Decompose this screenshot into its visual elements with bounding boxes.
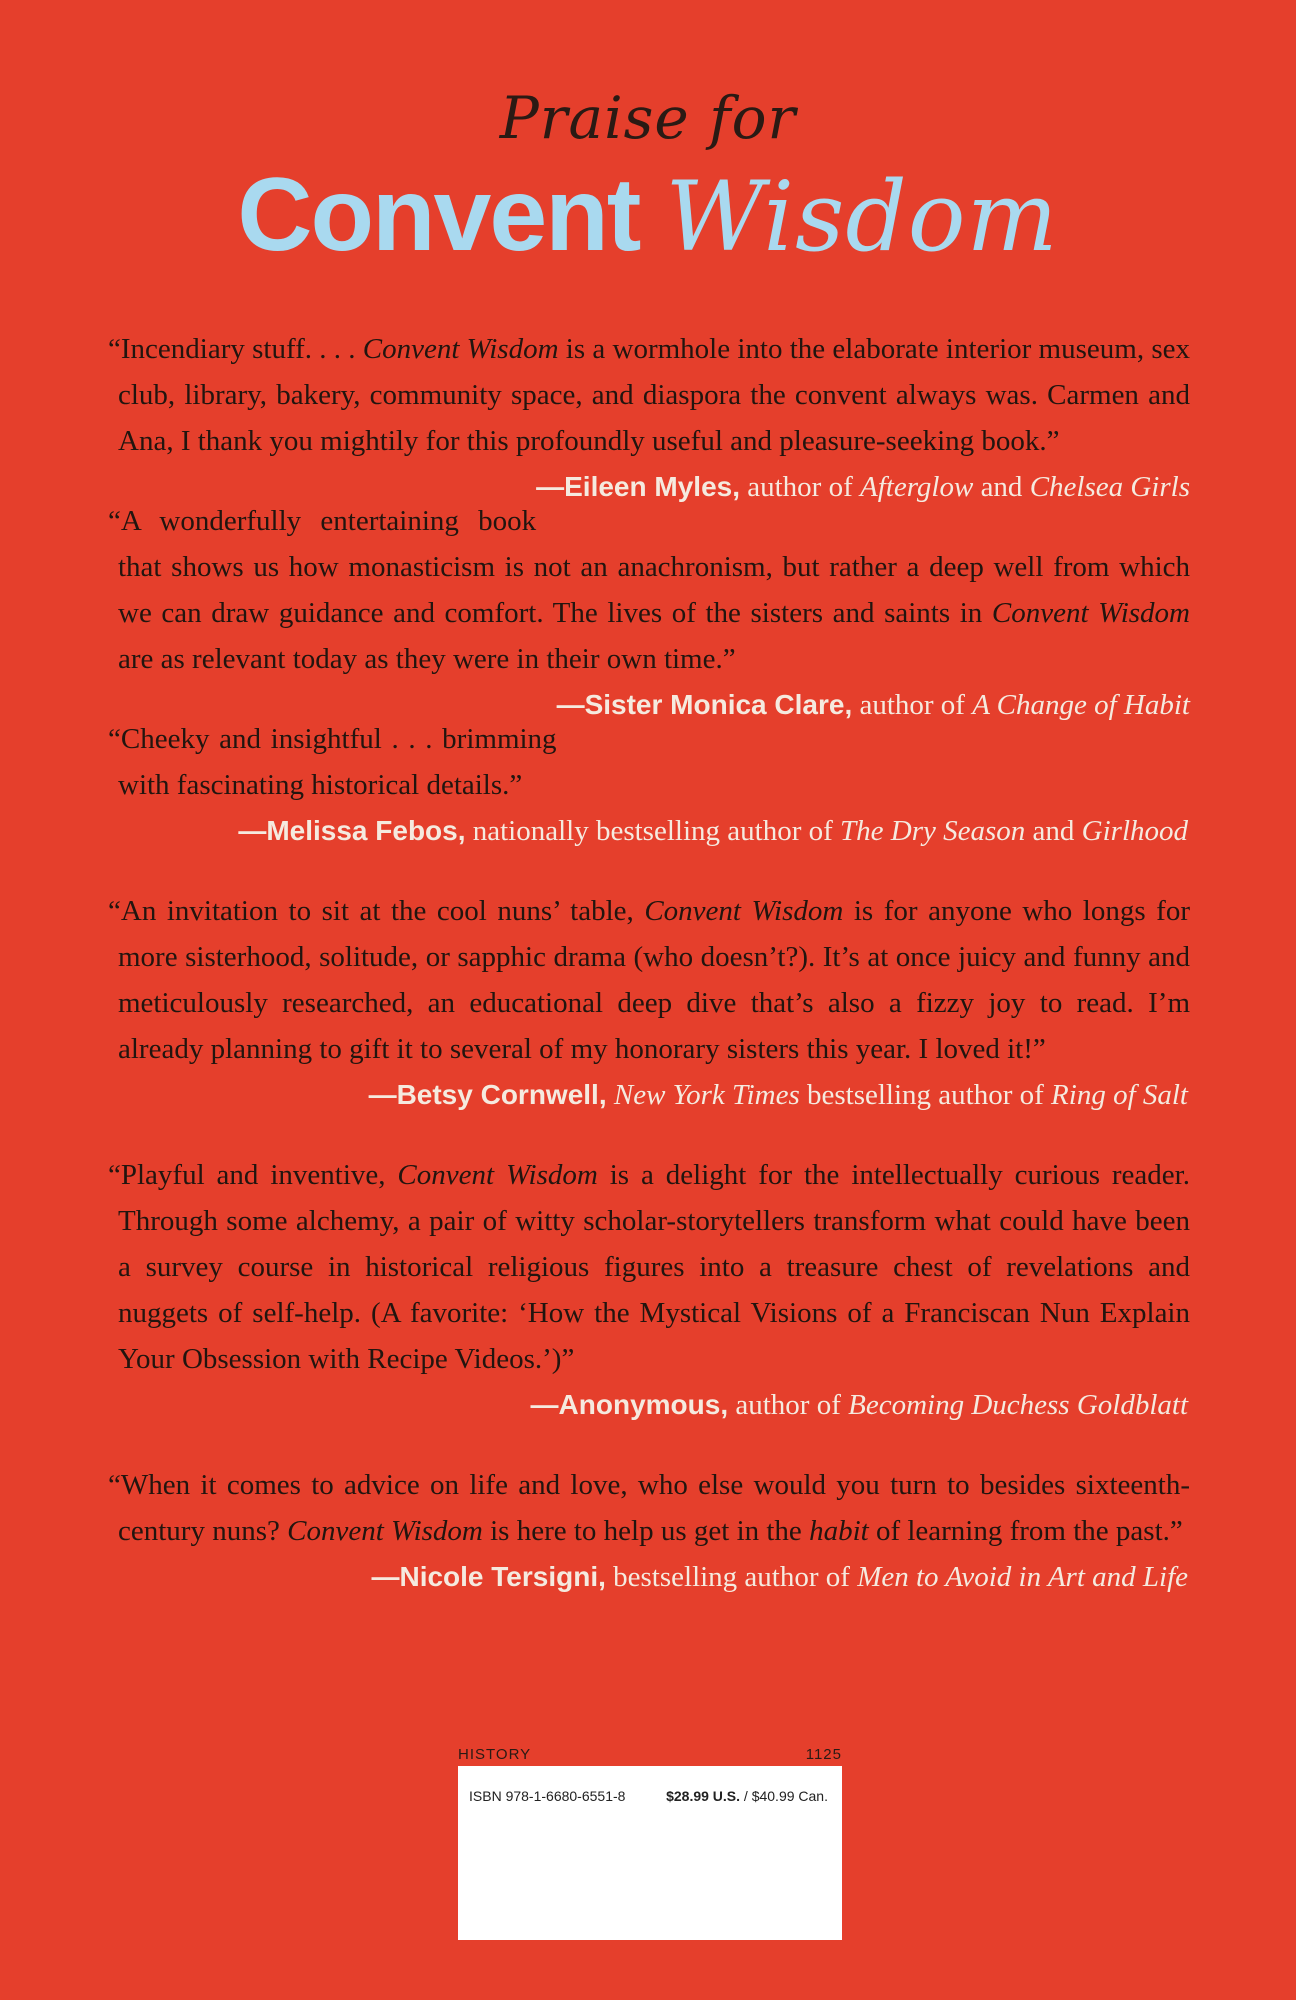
praise-quotes bbox=[108, 326, 1190, 1634]
quote-nicole-tersigni bbox=[108, 1462, 1190, 1600]
title-script: Wisdom bbox=[665, 161, 1059, 273]
quote-anonymous bbox=[108, 1152, 1190, 1428]
quote-text: “When it comes to advice on life and love, who else would you turn to besides sixteenth-century nuns? Convent Wisdom is here to help us get in the habit of learning from the past.” bbox=[108, 1469, 1190, 1547]
quote-attribution: —Melissa Febos, nationally bestselling author of The Dry Season and Girlhood bbox=[238, 815, 1188, 847]
quote-betsy-cornwell bbox=[108, 888, 1190, 1118]
barcode-area bbox=[458, 1746, 842, 1940]
quote-text: “Cheeky and insightful . . . brimming with fascinating historical details.” bbox=[108, 723, 557, 801]
quote-attribution: —Anonymous, author of Becoming Duchess Goldblatt bbox=[530, 1389, 1188, 1421]
barcode-header bbox=[458, 1746, 842, 1766]
quote-text: “A wonderfully entertaining book that shows us how monasticism is not an anachronism, but rather a deep well from which we can draw guidance and comfort. The lives of the sisters and saints in Convent Wisdom are as relevant today as they were in their own time.” —Sister Monica Clare, author of A Change of Habit bbox=[108, 498, 1190, 682]
barcode-box bbox=[458, 1766, 842, 1940]
book-title bbox=[0, 158, 1296, 273]
category-label: HISTORY bbox=[458, 1746, 532, 1763]
quote-text: “Incendiary stuff. . . . Convent Wisdom is a wormhole into the elaborate interior museum, sex club, library, bakery, community space, and diaspora the convent always was. Carmen and Ana, I thank you mightily for this profoundly useful and pleasure-seeking book.” —Eileen Myles, author of Afterglow and Chelsea Girls bbox=[108, 326, 1190, 464]
title-main: Convent bbox=[237, 157, 640, 273]
isbn-text: ISBN 978-1-6680-6551-8 bbox=[469, 1788, 626, 1804]
quote-sister-monica-clare bbox=[108, 498, 1190, 721]
quote-text: “An invitation to sit at the cool nuns’ table, Convent Wisdom is for anyone who longs for more sisterhood, solitude, or sapphic drama (who doesn’t?). It’s at once juicy and funny and meticulously researched, an educational deep dive that’s also a fizzy joy to read. I’m already planning to gift it to several of my honorary sisters this year. I loved it!” bbox=[108, 895, 1190, 1065]
quote-melissa-febos bbox=[108, 716, 1190, 854]
quote-attribution: —Nicole Tersigni, bestselling author of Men to Avoid in Art and Life bbox=[371, 1561, 1188, 1593]
quote-eileen-myles bbox=[108, 326, 1190, 503]
code-label: 1125 bbox=[805, 1746, 842, 1763]
quote-attribution: —Sister Monica Clare, author of A Change of Habit bbox=[556, 689, 1190, 721]
price-text: $28.99 U.S. / $40.99 Can. bbox=[666, 1788, 828, 1804]
praise-heading: Praise for bbox=[499, 84, 797, 152]
quote-attribution: —Betsy Cornwell, New York Times bestselling author of Ring of Salt bbox=[368, 1079, 1188, 1111]
quote-attribution: —Eileen Myles, author of Afterglow and Chelsea Girls bbox=[536, 471, 1190, 503]
quote-text: “Playful and inventive, Convent Wisdom is a delight for the intellectually curious reader. Through some alchemy, a pair of witty scholar-storytellers transform what could have been a survey course in historical religious figures into a treasure chest of revelations and nuggets of self-help. (A favorite: ‘How the Mystical Visions of a Franciscan Nun Explain Your Obsession with Recipe Videos.’)” bbox=[108, 1159, 1190, 1375]
